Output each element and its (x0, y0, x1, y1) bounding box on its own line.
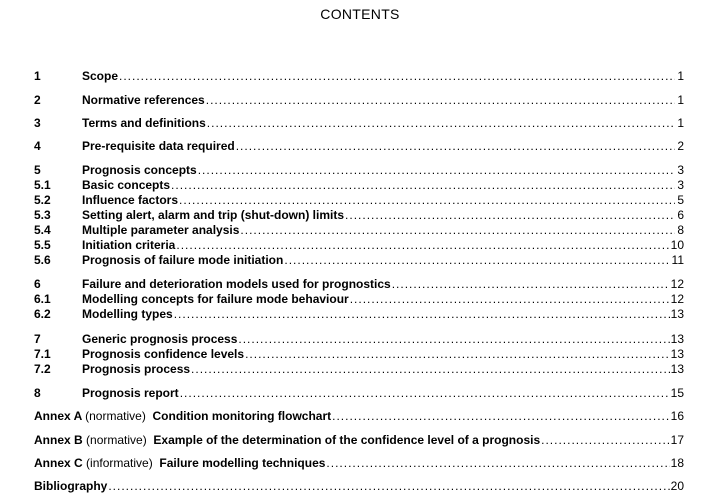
annex-text: Failure modelling techniques (159, 456, 326, 470)
toc-entry-4[interactable] (34, 139, 684, 154)
leader-dots (236, 139, 675, 154)
toc-entry-5-5[interactable] (34, 238, 684, 253)
entry-title: Initiation criteria (82, 238, 176, 252)
entry-title: Generic prognosis process (82, 332, 238, 346)
leader-dots (245, 347, 670, 362)
entry-title: Multiple parameter analysis (82, 223, 240, 237)
entry-title: Pre-requisite data required (82, 139, 235, 153)
entry-number: 5.1 (34, 178, 51, 192)
annex-title (34, 433, 540, 448)
entry-number: 5 (34, 163, 41, 177)
leader-dots (171, 178, 675, 193)
entry-number: 5.3 (34, 208, 51, 222)
entry-title: Prognosis process (82, 362, 191, 376)
entry-page: 1 (677, 69, 684, 83)
annex-type: (normative) (86, 433, 147, 447)
entry-page: 11 (671, 253, 684, 267)
entry-page: 13 (670, 362, 684, 376)
entry-page: 18 (670, 456, 684, 470)
toc-bibliography[interactable] (34, 479, 684, 494)
entry-number: 6 (34, 277, 41, 291)
leader-dots (176, 238, 669, 253)
toc-annex-b[interactable] (34, 433, 684, 448)
entry-number: 5.4 (34, 223, 51, 237)
leader-dots (191, 362, 670, 377)
annex-label: Annex A (34, 409, 82, 423)
entry-page: 10 (670, 238, 684, 252)
entry-title: Prognosis of failure mode initiation (82, 253, 284, 267)
entry-title: Normative references (82, 93, 205, 107)
entry-title: Bibliography (34, 479, 108, 493)
annex-text: Example of the determination of the confidence level of a prognosis (153, 433, 541, 447)
entry-number: 6.1 (34, 292, 51, 306)
entry-title: Influence factors (82, 193, 179, 207)
entry-title: Modelling concepts for failure mode behaviour (82, 292, 349, 306)
leader-dots (108, 479, 669, 494)
entry-page: 20 (670, 479, 684, 493)
entry-page: 12 (670, 292, 684, 306)
toc-entry-2[interactable] (34, 93, 684, 108)
entry-title: Modelling types (82, 307, 173, 321)
entry-page: 2 (677, 139, 684, 153)
entry-number: 5.5 (34, 238, 51, 252)
toc-entry-6-2[interactable] (34, 307, 684, 322)
leader-dots (345, 208, 675, 223)
toc-entry-5-4[interactable] (34, 223, 684, 238)
leader-dots (350, 292, 670, 307)
entry-page: 3 (677, 178, 684, 192)
toc-entry-1[interactable] (34, 69, 684, 84)
annex-title (34, 409, 331, 424)
entry-number: 3 (34, 116, 41, 130)
entry-number: 2 (34, 93, 41, 107)
annex-label: Annex B (34, 433, 83, 447)
entry-page: 13 (670, 307, 684, 321)
leader-dots (119, 69, 675, 84)
toc-entry-6[interactable] (34, 277, 684, 292)
entry-title: Terms and definitions (82, 116, 206, 130)
entry-page: 8 (677, 223, 684, 237)
toc-entry-7[interactable] (34, 332, 684, 347)
leader-dots (541, 433, 670, 448)
toc-entry-5-6[interactable] (34, 253, 684, 268)
entry-page: 5 (677, 193, 684, 207)
entry-number: 5.2 (34, 193, 51, 207)
toc-entry-5[interactable] (34, 163, 684, 178)
annex-type: (informative) (86, 456, 153, 470)
toc-entry-7-1[interactable] (34, 347, 684, 362)
leader-dots (238, 332, 669, 347)
entry-title: Prognosis confidence levels (82, 347, 245, 361)
toc-annex-c[interactable] (34, 456, 684, 471)
entry-page: 13 (670, 332, 684, 346)
entry-number: 6.2 (34, 307, 51, 321)
annex-type: (normative) (85, 409, 146, 423)
toc-entry-8[interactable] (34, 386, 684, 401)
entry-number: 7.2 (34, 362, 51, 376)
entry-title: Failure and deterioration models used for prognostics (82, 277, 391, 291)
entry-title: Setting alert, alarm and trip (shut-down) limits (82, 208, 345, 222)
leader-dots (206, 93, 675, 108)
leader-dots (180, 386, 670, 401)
entry-number: 5.6 (34, 253, 51, 267)
entry-page: 6 (677, 208, 684, 222)
entry-page: 1 (677, 93, 684, 107)
entry-title: Prognosis concepts (82, 163, 197, 177)
entry-page: 13 (670, 347, 684, 361)
annex-title (34, 456, 325, 471)
entry-number: 7 (34, 332, 41, 346)
entry-page: 1 (677, 116, 684, 130)
leader-dots (392, 277, 670, 292)
annex-text: Condition monitoring flowchart (152, 409, 332, 423)
toc-entry-6-1[interactable] (34, 292, 684, 307)
entry-title: Basic concepts (82, 178, 171, 192)
entry-number: 4 (34, 139, 41, 153)
toc-entry-5-2[interactable] (34, 193, 684, 208)
entry-title: Scope (82, 69, 119, 83)
leader-dots (332, 409, 670, 424)
entry-page: 16 (670, 409, 684, 423)
annex-label: Annex C (34, 456, 83, 470)
leader-dots (207, 116, 675, 131)
toc-entry-7-2[interactable] (34, 362, 684, 377)
toc-entry-3[interactable] (34, 116, 684, 131)
leader-dots (179, 193, 675, 208)
leader-dots (198, 163, 675, 178)
contents-title: CONTENTS (320, 6, 400, 22)
toc-entry-5-3[interactable] (34, 208, 684, 223)
entry-number: 7.1 (34, 347, 51, 361)
leader-dots (174, 307, 670, 322)
entry-page: 12 (670, 277, 684, 291)
entry-number: 8 (34, 386, 41, 400)
entry-page: 15 (670, 386, 684, 400)
entry-title: Prognosis report (82, 386, 179, 400)
leader-dots (284, 253, 670, 268)
toc-annex-a[interactable] (34, 409, 684, 424)
entry-page: 17 (670, 433, 684, 447)
leader-dots (326, 456, 669, 471)
toc-entry-5-1[interactable] (34, 178, 684, 193)
leader-dots (240, 223, 675, 238)
entry-number: 1 (34, 69, 41, 83)
entry-page: 3 (677, 163, 684, 177)
